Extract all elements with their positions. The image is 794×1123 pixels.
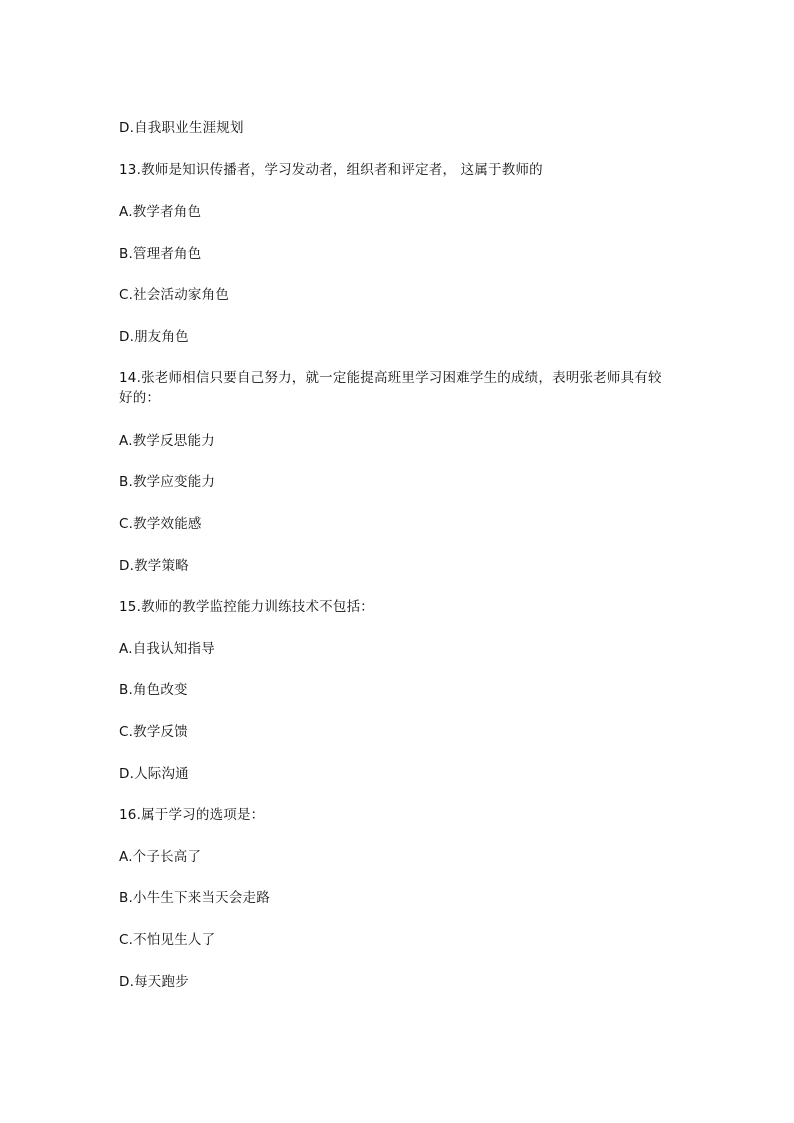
question-15-text: 15.教师的教学监控能力训练技术不包括： — [119, 599, 374, 615]
option-15-a: A.自我认知指导 — [119, 641, 215, 657]
option-14-d: D.教学策略 — [119, 558, 189, 574]
option-13-a: A.教学者角色 — [119, 204, 202, 220]
option-15-d: D.人际沟通 — [119, 766, 189, 782]
option-13-c: C.社会活动家角色 — [119, 287, 230, 303]
option-16-d: D.每天跑步 — [119, 974, 189, 990]
question-13-text: 13.教师是知识传播者，学习发动者，组织者和评定者， 这属于教师的 — [119, 162, 543, 178]
option-15-c: C.教学反馈 — [119, 724, 188, 740]
option-14-a: A.教学反思能力 — [119, 433, 215, 449]
option-16-b: B.小牛生下来当天会走路 — [119, 890, 270, 906]
option-13-b: B.管理者角色 — [119, 246, 202, 262]
option-16-a: A.个子长高了 — [119, 849, 202, 865]
option-14-b: B.教学应变能力 — [119, 474, 216, 490]
question-14-text-line-1: 14.张老师相信只要自己努力，就一定能提高班里学习困难学生的成绩，表明张老师具有较 — [119, 370, 662, 386]
option-12-d: D.自我职业生涯规划 — [119, 120, 244, 136]
option-13-d: D.朋友角色 — [119, 329, 189, 345]
question-14-text-line-2: 好的： — [119, 390, 161, 406]
question-16-text: 16.属于学习的选项是： — [119, 807, 265, 823]
option-15-b: B.角色改变 — [119, 682, 188, 698]
option-14-c: C.教学效能感 — [119, 516, 202, 532]
option-16-c: C.不怕见生人了 — [119, 932, 216, 948]
